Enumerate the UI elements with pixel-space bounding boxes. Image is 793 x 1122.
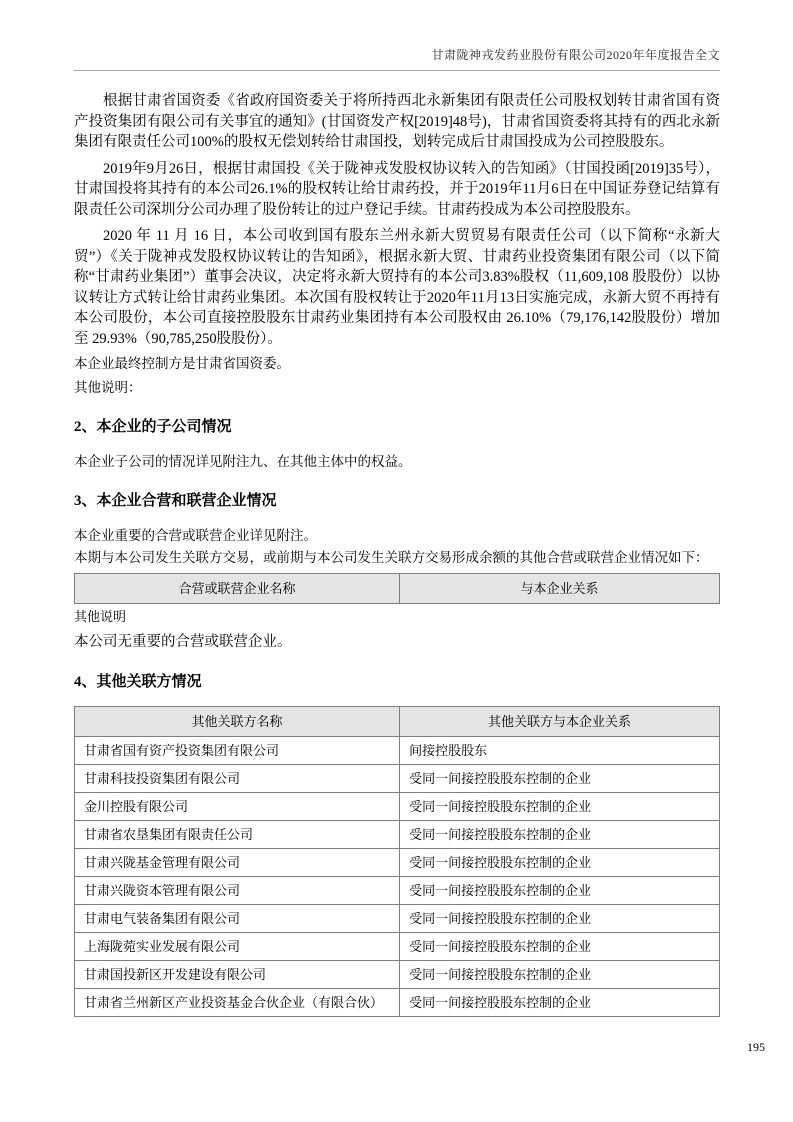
table-row [75, 961, 720, 989]
related-party-relation: 受同一间接控股股东控制的企业 [400, 933, 720, 961]
related-party-name: 甘肃省农垦集团有限责任公司 [75, 821, 400, 849]
related-party-relation: 受同一间接控股股东控制的企业 [400, 877, 720, 905]
jv-table-header-name: 合营或联营企业名称 [75, 574, 400, 604]
related-party-relation: 间接控股股东 [400, 737, 720, 765]
related-party-name: 甘肃科技投资集团有限公司 [75, 765, 400, 793]
section-2-heading: 2、本企业的子公司情况 [74, 419, 232, 435]
related-party-name: 金川控股有限公司 [75, 793, 400, 821]
related-parties-table [74, 706, 720, 1017]
table-row [75, 765, 720, 793]
jv-table-header-relation: 与本企业关系 [400, 574, 720, 604]
no-joint-venture-line: 本公司无重要的合营或联营企业。 [74, 634, 292, 650]
related-party-name: 甘肃兴陇资本管理有限公司 [75, 877, 400, 905]
related-table-header-relation: 其他关联方与本企业关系 [400, 707, 720, 737]
report-header-title: 甘肃陇神戎发药业股份有限公司2020年年度报告全文 [74, 46, 720, 71]
related-party-relation: 受同一间接控股股东控制的企业 [400, 793, 720, 821]
related-table-header-name: 其他关联方名称 [75, 707, 400, 737]
related-party-relation: 受同一间接控股股东控制的企业 [400, 765, 720, 793]
related-party-name: 甘肃国投新区开发建设有限公司 [75, 961, 400, 989]
table-row [75, 793, 720, 821]
related-party-relation: 受同一间接控股股东控制的企业 [400, 961, 720, 989]
table-row [75, 877, 720, 905]
table-row [75, 737, 720, 765]
section-3-line-2: 本期与本公司发生关联方交易，或前期与本公司发生关联方交易形成余额的其他合营或联营企业情况如下： [74, 550, 709, 565]
related-party-relation: 受同一间接控股股东控制的企业 [400, 849, 720, 877]
section-2-body: 本企业子公司的情况详见附注九、在其他主体中的权益。 [74, 454, 412, 469]
table-row [75, 849, 720, 877]
table-row [75, 933, 720, 961]
section-3-heading: 3、本企业合营和联营企业情况 [74, 493, 277, 509]
related-party-name: 甘肃省国有资产投资集团有限公司 [75, 737, 400, 765]
related-party-relation: 受同一间接控股股东控制的企业 [400, 905, 720, 933]
related-party-name: 上海陇菀实业发展有限公司 [75, 933, 400, 961]
body-text-block [74, 91, 720, 397]
final-controller-line: 本企业最终控制方是甘肃省国资委。 [74, 356, 290, 371]
section-3-line-1: 本企业重要的合营或联营企业详见附注。 [74, 528, 317, 543]
related-party-name: 甘肃省兰州新区产业投资基金合伙企业（有限合伙） [75, 989, 400, 1017]
related-party-name: 甘肃电气装备集团有限公司 [75, 905, 400, 933]
related-party-relation: 受同一间接控股股东控制的企业 [400, 989, 720, 1017]
table-row [75, 905, 720, 933]
paragraph-equity-transfer-notice: 根据甘肃省国资委《省政府国资委关于将所持西北永新集团有限责任公司股权划转甘肃省国有资产投资集团有限公司有关事宜的通知》(甘国资发产权[2019]48号)，甘肃省国资委将其持有的西北永新集团有限责任公司100%的股权无偿划转给甘肃国投，划转完成后甘肃国投成为公司控股股东。 [74, 93, 720, 150]
related-table-header-row [75, 707, 720, 737]
jv-other-note: 其他说明 [74, 609, 127, 624]
page-content [74, 46, 720, 1017]
jv-table-header-row [75, 574, 720, 604]
table-row [75, 989, 720, 1017]
section-4-heading: 4、其他关联方情况 [74, 674, 202, 690]
joint-venture-table [74, 573, 720, 604]
page-number: 195 [747, 1040, 765, 1054]
related-party-name: 甘肃兴陇基金管理有限公司 [75, 849, 400, 877]
paragraph-2020-transfer: 2020 年 11 月 16 日，本公司收到国有股东兰州永新大贸贸易有限责任公司（以下简称“永新大贸”）《关于陇神戎发股权协议转让的告知函》，根据永新大贸、甘肃药业投资集团有限公司（以下简称“甘肃药业集团”）董事会决议，决定将永新大贸持有的本公司3.83%股权（11,609,108 股股份）以协议转让方式转让给甘肃药业集团。本次国有股权转让于2020年11月13日实施完成，永新大贸不再持有本公司股份，本公司直接控股股东甘肃药业集团持有本公司股权由 26.10%（79,176,142股股份）增加至 29.93%（90,785,250股股份）。 [74, 228, 720, 347]
paragraph-2019-transfer: 2019年9月26日，根据甘肃国投《关于陇神戎发股权协议转入的告知函》（甘国投函[2019]35号），甘肃国投将其持有的本公司26.1%的股权转让给甘肃药投，并于2019年11月6日在中国证券登记结算有限责任公司深圳分公司办理了股份转让的过户登记手续。甘肃药投成为本公司控股股东。 [74, 160, 720, 218]
table-row [75, 821, 720, 849]
related-party-relation: 受同一间接控股股东控制的企业 [400, 821, 720, 849]
other-note-label: 其他说明： [74, 380, 142, 395]
